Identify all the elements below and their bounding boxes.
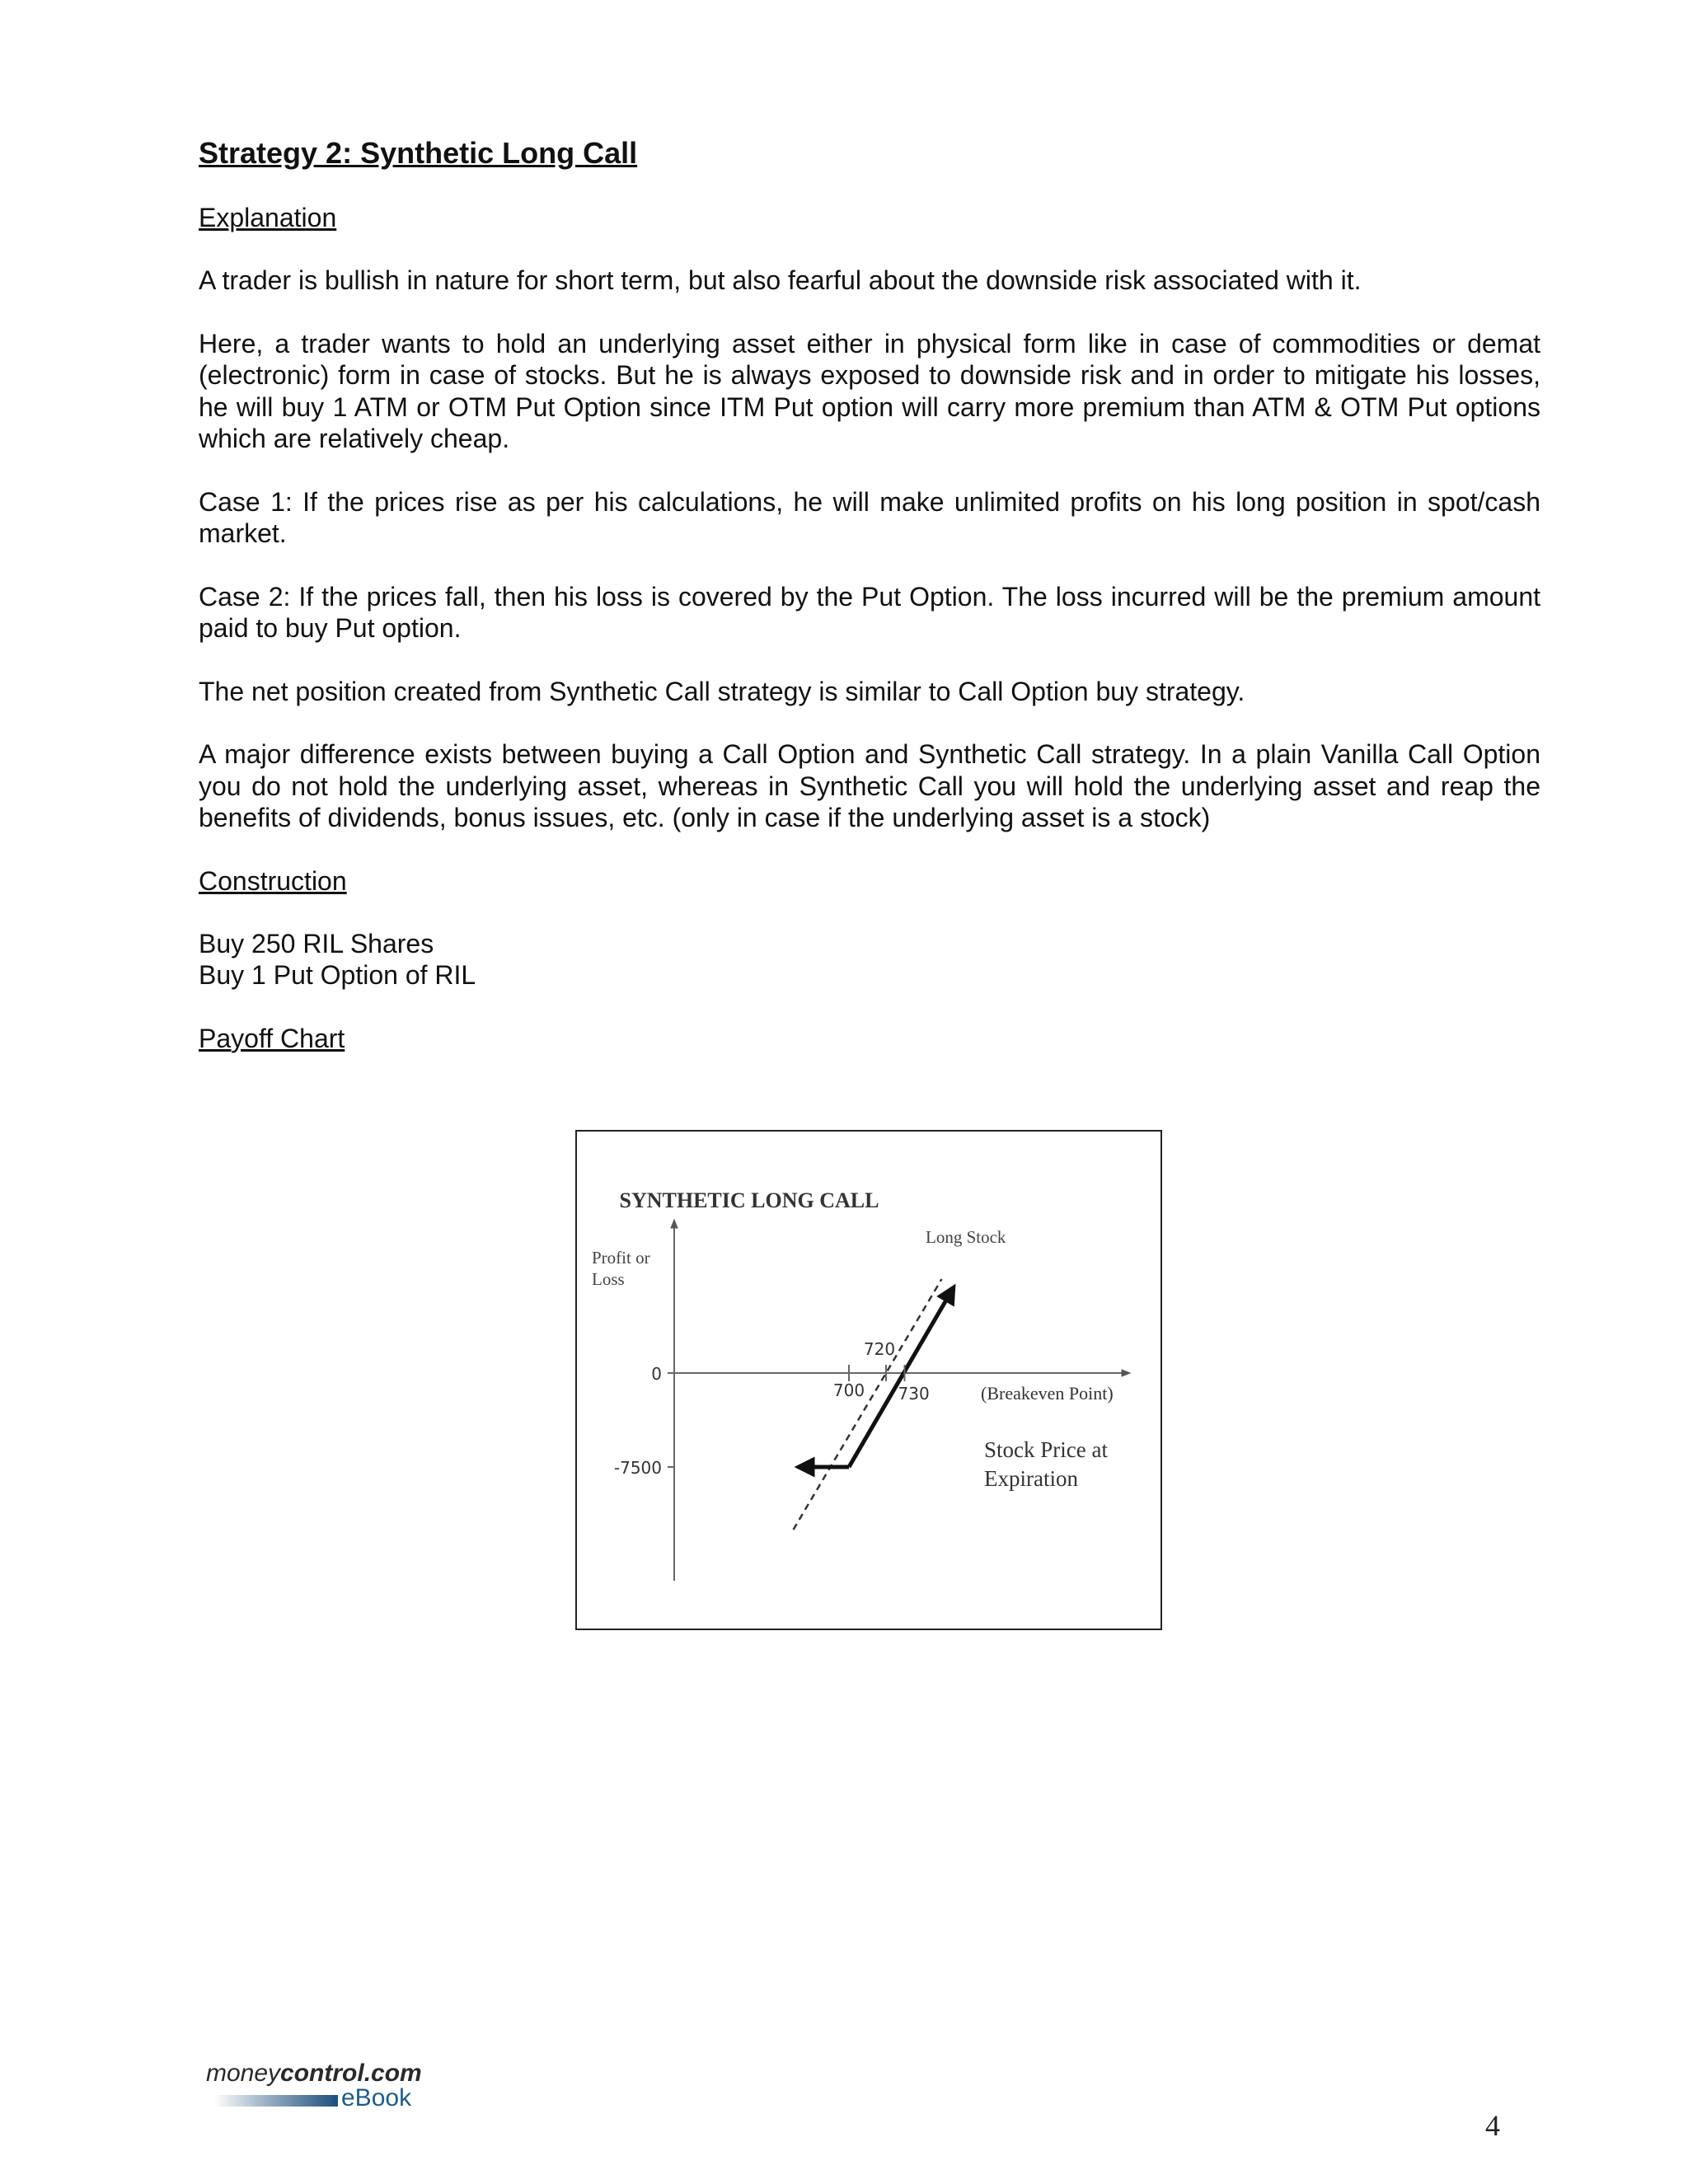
y-tick-label-1: -7500 — [613, 1458, 662, 1478]
y-tick-label-0: 0 — [651, 1364, 662, 1384]
payoff-chart-svg — [577, 1132, 1160, 1629]
case-2-paragraph: Case 2: If the prices fall, then his loss is covered by the Put Option. The loss incurred will be the premium amount paid to buy Put option. — [199, 581, 1540, 643]
logo-wordmark — [206, 2060, 445, 2087]
long-stock-label: Long Stock — [926, 1227, 1006, 1247]
page-number: 4 — [1485, 2109, 1500, 2142]
moneycontrol-ebook-logo — [206, 2060, 445, 2118]
y-axis-label: Profit or Loss — [592, 1248, 650, 1289]
construction-heading: Construction — [199, 865, 347, 896]
construction-list — [199, 928, 1540, 991]
explanation-heading: Explanation — [199, 203, 337, 232]
logo-text-regular: money — [206, 2060, 281, 2087]
logo-text-bold: control.com — [280, 2060, 422, 2087]
net-position-paragraph: The net position created from Synthetic Call strategy is similar to Call Option buy strategy. — [199, 676, 1245, 706]
logo-gradient-bar — [214, 2095, 338, 2107]
case-1-paragraph: Case 1: If the prices rise as per his calculations, he will make unlimited profits on his long position in spot/cash market. — [199, 486, 1540, 548]
payoff-heading: Payoff Chart — [199, 1023, 345, 1053]
x-tick-label-700: 700 — [832, 1380, 865, 1400]
breakeven-label: (Breakeven Point) — [981, 1383, 1114, 1404]
major-difference-paragraph: A major difference exists between buying a Call Option and Synthetic Call strategy. In a plain Vanilla Call Option you do not hold the underlying asset, whereas in Synthetic Call you will hold the underlying asset and reap the benefits of dividends, bonus issues, etc. (only in case if the underlying asset is a stock) — [199, 739, 1540, 832]
x-tick-label-730: 730 — [898, 1384, 930, 1404]
construction-line-1: Buy 250 RIL Shares — [199, 928, 434, 958]
long-stock-line — [794, 1279, 942, 1530]
payoff-chart — [575, 1130, 1162, 1630]
strategy-heading: Strategy 2: Synthetic Long Call — [199, 136, 638, 170]
construction-line-2: Buy 1 Put Option of RIL — [199, 960, 476, 990]
chart-title: SYNTHETIC LONG CALL — [619, 1188, 879, 1212]
x-axis-label: Stock Price at Expiration — [984, 1437, 1108, 1491]
explanation-paragraph-2: Here, a trader wants to hold an underlying asset either in physical form like in case of commodities or demat (electronic) form in case of stocks. But he is always exposed to downside risk and in order to mitigate his losses, he will buy 1 ATM or OTM Put Option since ITM Put option will carry more premium than ATM & OTM Put options which are relatively cheap. — [199, 328, 1540, 453]
x-tick-label-720: 720 — [863, 1339, 896, 1359]
explanation-paragraph-1: A trader is bullish in nature for short term, but also fearful about the downside risk associated with it. — [199, 265, 1362, 295]
document-body — [199, 136, 1540, 1085]
payoff-rising-line — [849, 1287, 954, 1467]
logo-ebook-text: eBook — [341, 2084, 412, 2111]
